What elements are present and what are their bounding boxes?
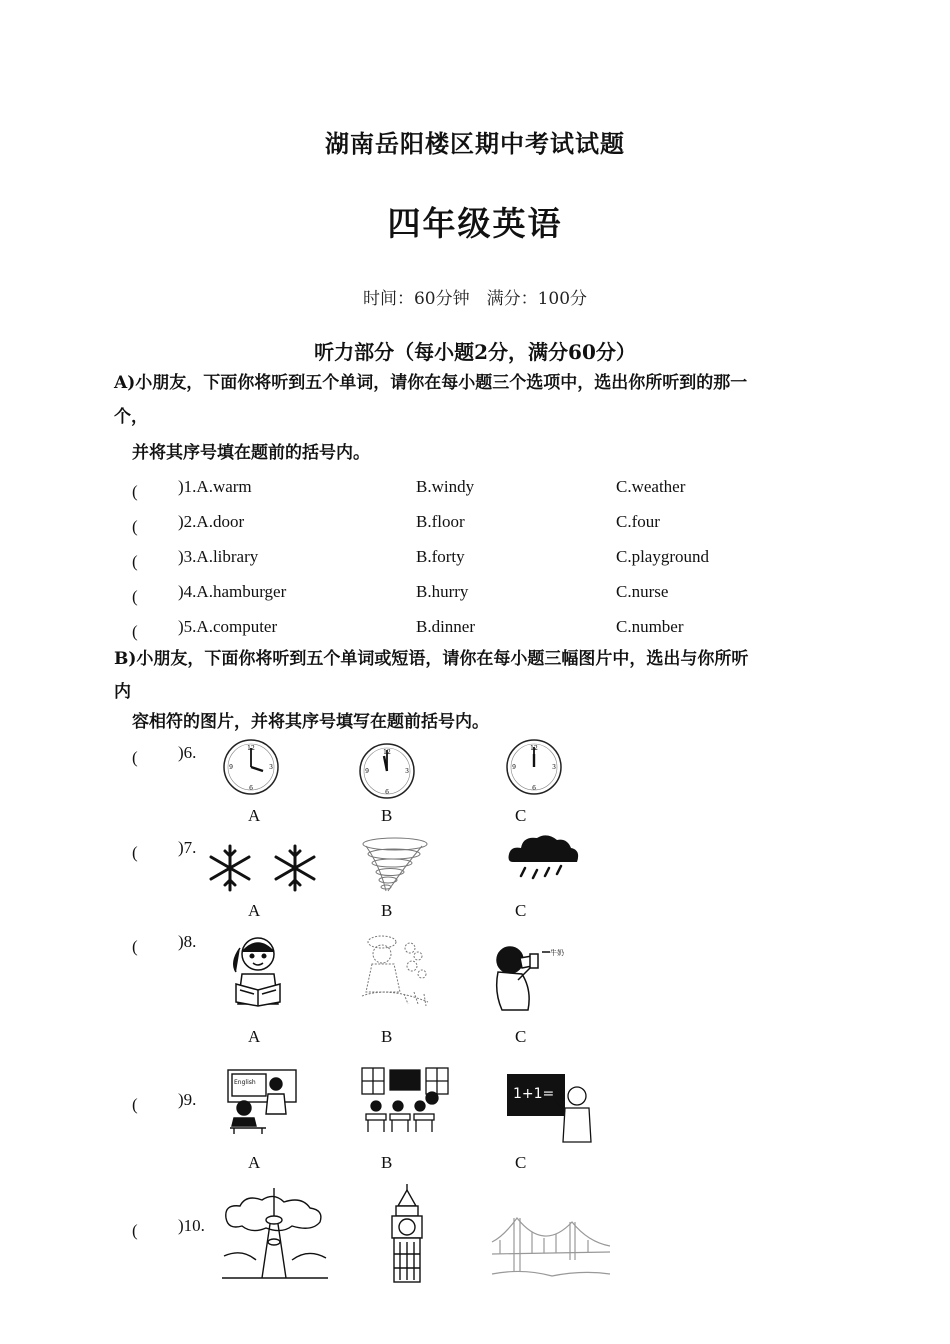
question-number: )8. bbox=[178, 932, 197, 951]
section-title: 听力部分（每小题2分，满分60分） bbox=[314, 340, 636, 364]
option-c: C.playground bbox=[616, 547, 710, 566]
clock-icon[interactable] bbox=[222, 738, 280, 796]
option-label-b: B bbox=[381, 1153, 393, 1172]
option-label-c: C bbox=[515, 1153, 527, 1172]
svg-text:3: 3 bbox=[405, 768, 409, 775]
school-title: 湖南岳阳楼区期中考试试题 bbox=[325, 129, 625, 158]
big-ben-icon[interactable] bbox=[386, 1184, 428, 1284]
classroom-icon[interactable] bbox=[360, 1066, 452, 1136]
part-b-instruction-line3: 容相符的图片，并将其序号填写在题前括号内。 bbox=[132, 712, 489, 732]
clock-icon[interactable] bbox=[505, 738, 563, 796]
clock-icon[interactable] bbox=[358, 742, 416, 800]
golden-gate-bridge-icon[interactable] bbox=[492, 1212, 610, 1282]
option-b: B.dinner bbox=[416, 617, 476, 636]
time-info: 时间：60分钟 满分：100分 bbox=[362, 289, 588, 309]
option-label-c: C bbox=[515, 901, 527, 920]
answer-blank[interactable]: ( bbox=[132, 552, 172, 571]
option-label-c: C bbox=[515, 806, 527, 825]
answer-blank[interactable]: ( bbox=[132, 748, 172, 767]
blackboard-equation: 1+1= bbox=[513, 1086, 555, 1102]
board-word: English bbox=[234, 1079, 256, 1086]
svg-text:12: 12 bbox=[383, 749, 391, 756]
answer-blank[interactable]: ( bbox=[132, 587, 172, 606]
svg-text:6: 6 bbox=[385, 789, 389, 796]
svg-text:12: 12 bbox=[247, 745, 255, 752]
answer-blank[interactable]: ( bbox=[132, 1095, 172, 1114]
part-b-instruction-line2: 内 bbox=[114, 682, 131, 702]
option-label-b: B bbox=[381, 901, 393, 920]
option-label-a: A bbox=[248, 806, 261, 825]
option-label-a: A bbox=[248, 1027, 261, 1046]
part-b-instruction-line1: B)小朋友，下面你将听到五个单词或短语，请你在每小题三幅图片中，选出与你所听 bbox=[114, 649, 749, 669]
option-b: B.hurry bbox=[416, 582, 469, 601]
math-class-icon[interactable] bbox=[505, 1072, 595, 1144]
answer-blank[interactable]: ( bbox=[132, 482, 172, 501]
option-label-b: B bbox=[381, 806, 393, 825]
part-a-instruction-line3: 并将其序号填在题前的括号内。 bbox=[132, 443, 370, 463]
svg-text:9: 9 bbox=[512, 764, 516, 771]
option-label-c: C bbox=[515, 1027, 527, 1046]
option-b: B.windy bbox=[416, 477, 475, 496]
option-c: C.four bbox=[616, 512, 660, 531]
question-number: )10. bbox=[178, 1216, 205, 1235]
subject-title: 四年级英语 bbox=[387, 204, 563, 243]
answer-blank[interactable]: ( bbox=[132, 1221, 172, 1240]
english-class-icon[interactable] bbox=[226, 1068, 300, 1136]
part-a-instruction-line1: A)小朋友，下面你将听到五个单词，请你在每小题三个选项中，选出你所听到的那一 bbox=[114, 373, 748, 393]
snowflake-icon[interactable] bbox=[205, 843, 323, 893]
option-a: )5.A.computer bbox=[178, 617, 278, 636]
option-b: B.forty bbox=[416, 547, 465, 566]
question-number: )6. bbox=[178, 743, 197, 762]
option-a: )3.A.library bbox=[178, 547, 259, 566]
option-label-a: A bbox=[248, 901, 261, 920]
option-a: )2.A.door bbox=[178, 512, 245, 531]
question-number: )9. bbox=[178, 1090, 197, 1109]
svg-text:9: 9 bbox=[229, 764, 233, 771]
option-c: C.weather bbox=[616, 477, 686, 496]
svg-text:3: 3 bbox=[269, 764, 273, 771]
girl-planting-icon[interactable] bbox=[358, 932, 432, 1010]
girl-reading-icon[interactable] bbox=[222, 932, 294, 1010]
option-c: C.number bbox=[616, 617, 684, 636]
svg-text:6: 6 bbox=[532, 785, 536, 792]
option-c: C.nurse bbox=[616, 582, 669, 601]
boy-drinking-milk-icon[interactable] bbox=[492, 940, 576, 1012]
option-a: )4.A.hamburger bbox=[178, 582, 287, 601]
svg-text:6: 6 bbox=[249, 785, 253, 792]
milk-label: 牛奶 bbox=[550, 949, 564, 957]
svg-text:9: 9 bbox=[365, 768, 369, 775]
answer-blank[interactable]: ( bbox=[132, 937, 172, 956]
answer-blank[interactable]: ( bbox=[132, 517, 172, 536]
answer-blank[interactable]: ( bbox=[132, 622, 172, 641]
option-b: B.floor bbox=[416, 512, 465, 531]
option-label-b: B bbox=[381, 1027, 393, 1046]
tornado-icon[interactable] bbox=[360, 836, 430, 896]
svg-text:3: 3 bbox=[552, 764, 556, 771]
tv-tower-icon[interactable] bbox=[222, 1186, 328, 1282]
svg-text:12: 12 bbox=[530, 745, 538, 752]
answer-blank[interactable]: ( bbox=[132, 843, 172, 862]
rain-cloud-icon[interactable] bbox=[505, 832, 581, 884]
question-number: )7. bbox=[178, 838, 197, 857]
option-a: )1.A.warm bbox=[178, 477, 252, 496]
option-label-a: A bbox=[248, 1153, 261, 1172]
part-a-instruction-line2: 个， bbox=[114, 407, 148, 427]
